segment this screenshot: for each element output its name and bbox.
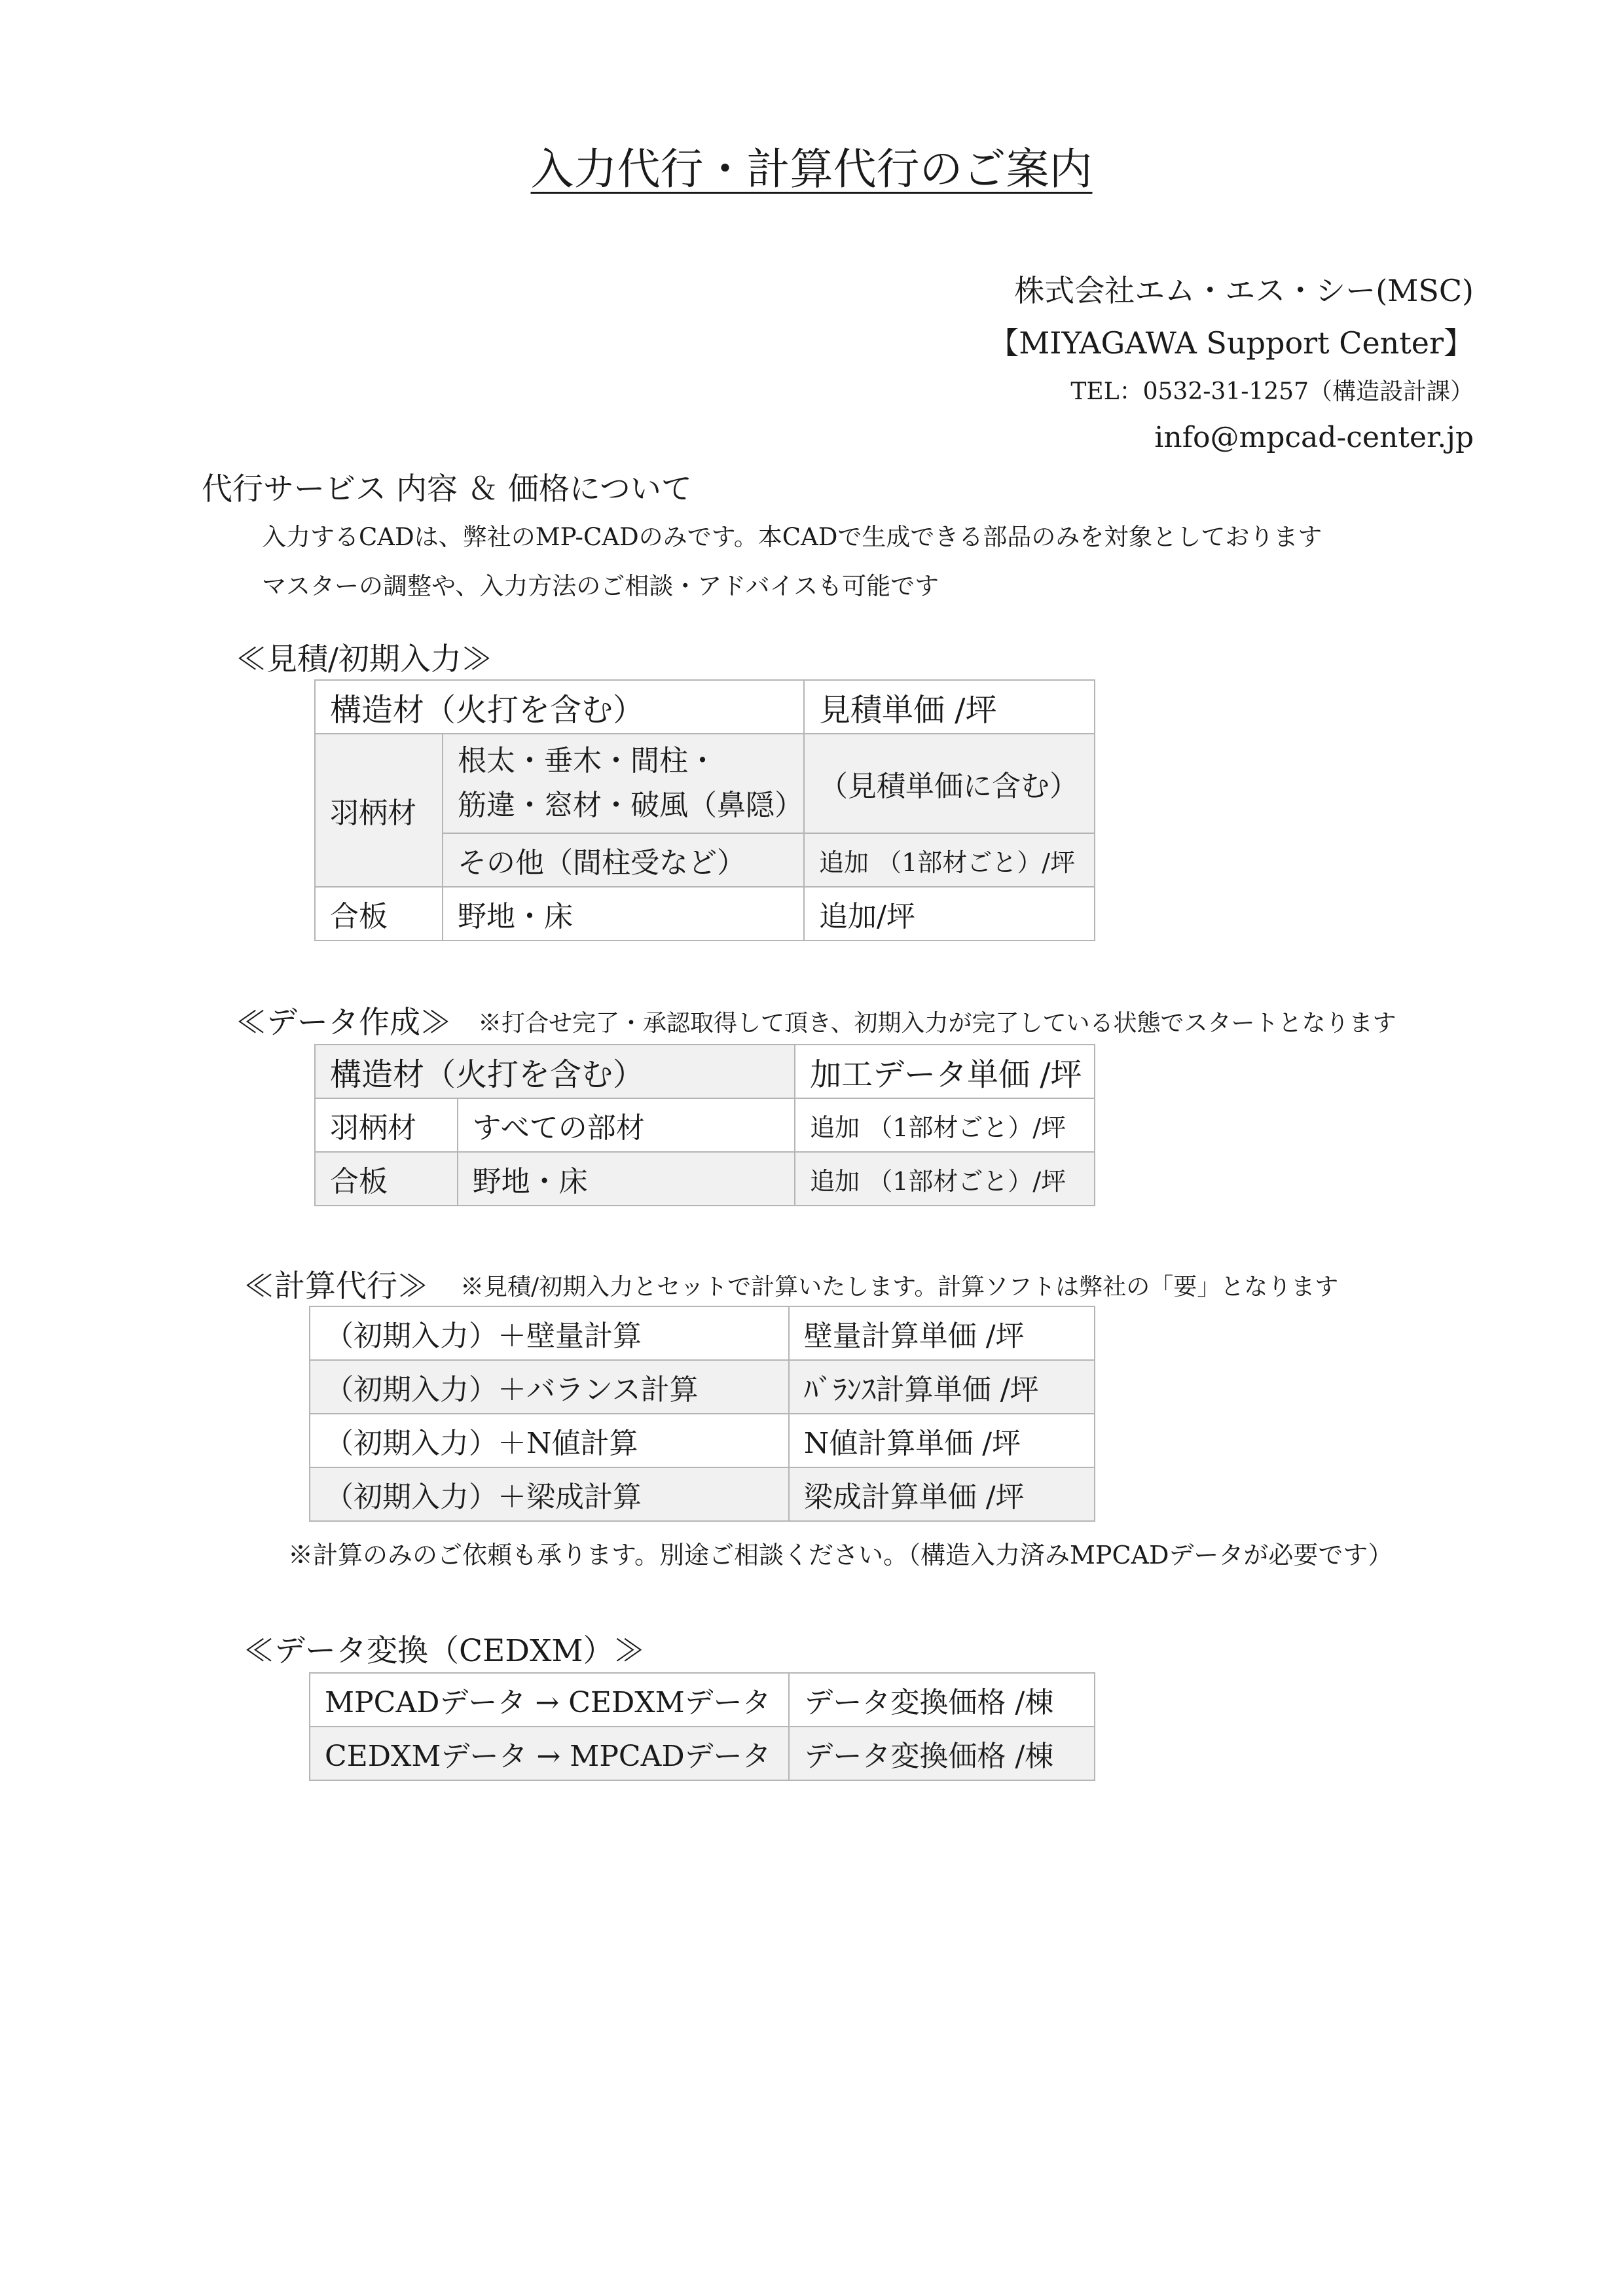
table-price-cell: 梁成計算単価 /坪 <box>789 1467 1095 1521</box>
table-price-cell: 追加 （1部材ごと）/坪 <box>795 1098 1095 1152</box>
table-price-cell: 追加 （1部材ごと）/坪 <box>804 833 1095 887</box>
table-item-cell: CEDXMデータ → MPCADデータ <box>310 1727 789 1780</box>
support-center-name: 【MIYAGAWA Support Center】 <box>989 325 1474 361</box>
table-price-cell: 追加/坪 <box>804 887 1095 941</box>
table-item-cell: その他（間柱受など） <box>443 833 804 887</box>
table-item-cell: （初期入力）＋バランス計算 <box>310 1360 789 1414</box>
table-item-cell: 野地・床 <box>458 1152 795 1206</box>
calc-note: ※見積/初期入力とセットで計算いたします。計算ソフトは弊社の「要」となります <box>460 1274 1339 1300</box>
data-creation-heading: ≪データ作成≫ <box>236 1005 451 1041</box>
table-group-cell: 合板 <box>315 1152 458 1206</box>
table-header-cell: 見積単価 /坪 <box>804 680 1095 734</box>
table-header-row <box>315 1045 1095 1098</box>
cad-note: 入力するCADは、弊社のMP-CADのみです。本CADで生成できる部品のみを対象としております <box>262 523 1322 551</box>
item-line: 根太・垂木・間柱・ <box>458 744 718 778</box>
table-item-cell: 野地・床 <box>443 887 804 941</box>
table-price-cell: （見積単価に含む） <box>804 734 1095 833</box>
table-row <box>310 1673 1095 1727</box>
table-row <box>315 1098 1095 1152</box>
data-creation-table <box>314 1044 1095 1206</box>
table-row <box>310 1306 1095 1360</box>
estimate-heading: ≪見積/初期入力≫ <box>236 641 492 677</box>
email-address: info@mpcad-center.jp <box>1154 421 1474 454</box>
table-item-cell: MPCADデータ → CEDXMデータ <box>310 1673 789 1727</box>
calc-table <box>309 1306 1095 1522</box>
consult-note: マスターの調整や、入力方法のご相談・アドバイスも可能です <box>262 572 939 600</box>
table-price-cell: データ変換価格 /棟 <box>789 1673 1095 1727</box>
table-header-cell: 構造材（火打を含む） <box>315 680 804 734</box>
table-item-cell: すべての部材 <box>458 1098 795 1152</box>
table-item-cell: （初期入力）＋梁成計算 <box>310 1467 789 1521</box>
table-price-cell: データ変換価格 /棟 <box>789 1727 1095 1780</box>
calc-heading: ≪計算代行≫ <box>244 1268 428 1304</box>
conversion-table <box>309 1672 1095 1781</box>
telephone: TEL：0532-31-1257（構造設計課） <box>1070 378 1474 405</box>
table-item-cell <box>443 734 804 833</box>
calc-footnote: ※計算のみのご依頼も承ります。別途ご相談ください。（構造入力済みMPCADデータが必要です） <box>288 1541 1393 1570</box>
table-price-cell: ﾊﾞﾗﾝｽ計算単価 /坪 <box>789 1360 1095 1414</box>
service-heading: 代行サービス 内容 ＆ 価格について <box>202 471 692 507</box>
table-price-cell: 追加 （1部材ごと）/坪 <box>795 1152 1095 1206</box>
table-header-cell: 加工データ単価 /坪 <box>795 1045 1095 1098</box>
table-price-cell: 壁量計算単価 /坪 <box>789 1306 1095 1360</box>
table-group-cell: 合板 <box>315 887 443 941</box>
table-row <box>310 1467 1095 1521</box>
table-row <box>310 1414 1095 1467</box>
table-group-cell: 羽柄材 <box>315 1098 458 1152</box>
table-row <box>310 1727 1095 1780</box>
table-group-cell: 羽柄材 <box>315 734 443 887</box>
table-row <box>315 734 1095 833</box>
table-header-cell: 構造材（火打を含む） <box>315 1045 795 1098</box>
table-row <box>310 1360 1095 1414</box>
conversion-heading: ≪データ変換（CEDXM）≫ <box>244 1633 645 1669</box>
table-price-cell: N値計算単価 /坪 <box>789 1414 1095 1467</box>
table-item-cell: （初期入力）＋壁量計算 <box>310 1306 789 1360</box>
table-row <box>315 1152 1095 1206</box>
estimate-table <box>314 679 1095 941</box>
item-line: 筋違・窓材・破風（鼻隠） <box>458 789 804 822</box>
table-row <box>315 887 1095 941</box>
page-title: 入力代行・計算代行のご案内 <box>530 144 1093 194</box>
table-header-row <box>315 680 1095 734</box>
company-name: 株式会社エム・エス・シー(MSC) <box>1014 273 1474 308</box>
table-item-cell: （初期入力）＋N値計算 <box>310 1414 789 1467</box>
data-creation-note: ※打合せ完了・承認取得して頂き、初期入力が完了している状態でスタートとなります <box>478 1010 1396 1037</box>
